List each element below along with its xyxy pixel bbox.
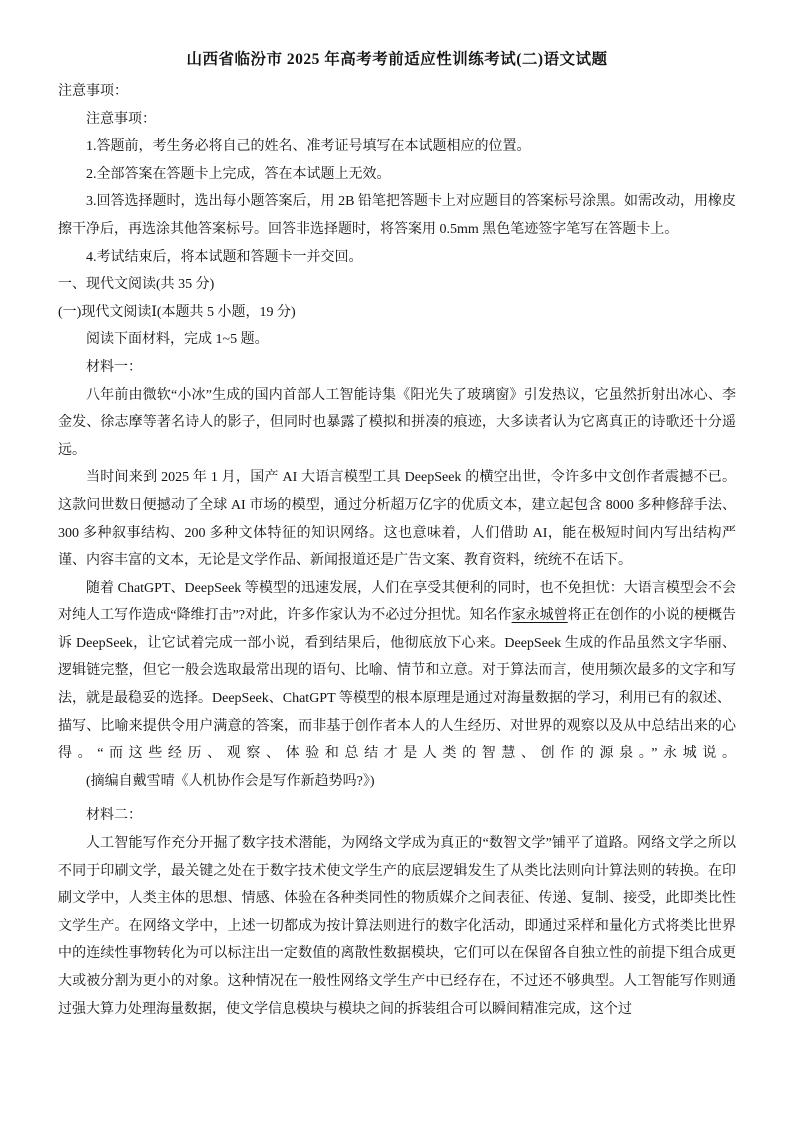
- notice-item-3: 3.回答选择题时，选出每小题答案后，用 2B 铅笔把答题卡上对应题目的答案标号涂黑。如需改动，用橡皮擦干净后，再选涂其他答案标号。回答非选择题时，将答案用 0.5mm 黑色笔迹签字笔写在答题卡上。: [58, 194, 736, 237]
- material1-paragraph-3-text: 随着 ChatGPT、DeepSeek 等模型的迅速发展，人们在享受其便利的同时，也不免担忧：大语言模型会不会对纯人工写作造成“降维打击”?对此，许多作家认为不必过分担忧。知名作: [58, 580, 736, 624]
- notice-heading-repeat: 注意事项：: [86, 111, 156, 127]
- material1-paragraph-3-text-cont: 将正在创作的小说的梗概告诉 DeepSeek，让它试着完成一部小说，看到结果后，他彻底放下心来。DeepSeek 生成的作品虽然文字华丽、逻辑链完整，但它一般会选取最常出现的语句、比喻、情节和立意。对于算法而言，使用频次最多的文字和写法，就是最稳妥的选择。DeepSeek、ChatGPT 等模型的根本原理是通过对海量数据的学习，利用已有的叙述、: [58, 608, 737, 707]
- material1-paragraph-3: [58, 575, 736, 713]
- notice-item-2: 2.全部答案在答题卡上完成，答在本试题上无效。: [86, 166, 391, 182]
- material1-label: 材料一：: [86, 359, 142, 375]
- material1-paragraph-2: 当时间来到 2025 年 1 月，国产 AI 大语言模型工具 DeepSeek 的横空出世，令许多中文创作者震撼不已。这款问世数日便撼动了全球 AI 市场的模型，通过分析超万亿字的优质文本，建立起包含 8000 多种修辞手法、300 多种叙事结构、200 多种文体特征的知识网络。这也意味着，人们借助 AI，能在极短时间内写出结构严谨、内容丰富的文本，无论是文学作品、新闻报道还是广告文案、教育资料，统统不在话下。: [58, 470, 736, 569]
- page-title: 山西省临汾市 2025 年高考考前适应性训练考试(二)语文试题: [186, 51, 608, 68]
- section-heading: 一、现代文阅读(共 35 分): [58, 277, 215, 293]
- notice-item-4: 4.考试结束后，将本试题和答题卡一并交回。: [86, 249, 363, 265]
- material2-paragraph-1: 人工智能写作充分开掘了数字技术潜能，为网络文学成为真正的“数智文学”铺平了道路。网络文学之所以不同于印刷文学，最关键之处在于数字技术使文学生产的底层逻辑发生了从类比法则向计算法则的转换。在印刷文学中，人类主体的思想、情感、体验在各种类同性的物质媒介之间表征、传递、复制、接受，此即类比性文学生产。在网络文学中，上述一切都成为按计算法则进行的数字化活动，即通过采样和量化方式将类比世界中的连续性事物转化为可以标注出一定数值的离散性数据模块，它们可以在保留各自独立性的前提下组合成更大或被分割为更小的对象。这种情况在一般性网络文学生产中已经存在，不过还不够典型。人工智能写作则通过强大算力处理海量数据，使文学信息模块与模块之间的拆装组合可以瞬间精准完成，这个过: [58, 836, 736, 1017]
- reading-instruction: 阅读下面材料，完成 1~5 题。: [86, 332, 269, 348]
- notice-heading: 注意事项：: [58, 84, 128, 99]
- material1-attribution: (摘编自戴雪晴《人机协作会是写作新趋势吗?》): [86, 773, 375, 789]
- material1-paragraph-1: 八年前由微软“小冰”生成的国内首部人工智能诗集《阳光失了玻璃窗》引发热议，它虽然折射出冰心、李金发、徐志摩等著名诗人的影子，但同时也暴露了模拟和拼凑的痕迹，大多读者认为它离真正的诗歌还十分遥远。: [58, 387, 736, 458]
- notice-item-1: 1.答题前，考生务必将自己的姓名、准考证号填写在本试题相应的位置。: [86, 139, 531, 155]
- underlined-author-name: 家永城曾: [511, 608, 568, 624]
- material1-paragraph-4: 描写、比喻来提供令用户满意的答案，而非基于创作者本人的人生经历、对世界的观察以及从中总结出来的心得。“而这些经历、观察、体验和总结才是人类的智慧、创作的源泉。”永城说。: [58, 718, 736, 762]
- material2-label: 材料二：: [86, 808, 142, 824]
- subsection-heading: (一)现代文阅读Ⅰ(本题共 5 小题，19 分): [58, 304, 296, 320]
